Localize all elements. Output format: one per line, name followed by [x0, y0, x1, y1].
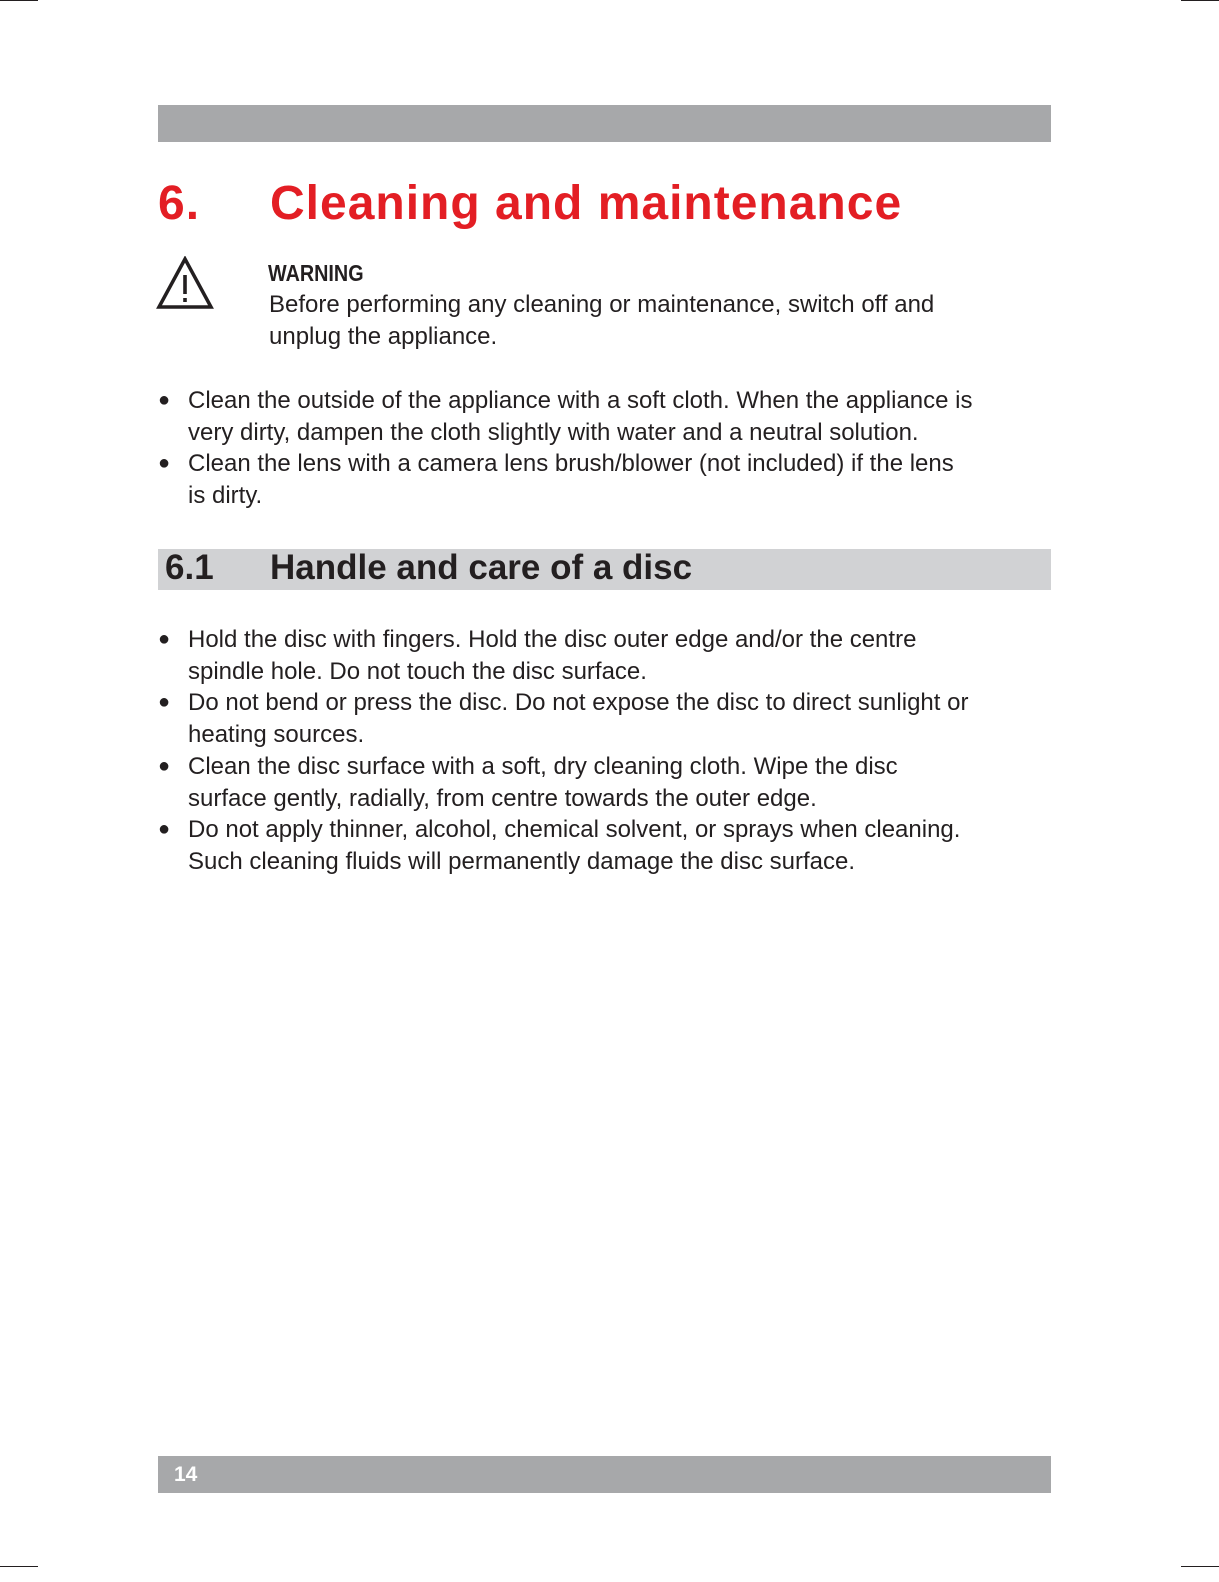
warning-text-line: Before performing any cleaning or maintenance, switch off and: [269, 291, 935, 318]
list-item: [158, 814, 1058, 877]
subsection-number: 6.1: [165, 548, 214, 587]
list-item-line: spindle hole. Do not touch the disc surface.: [188, 657, 647, 685]
footer-band: [158, 1456, 1051, 1493]
warning-text: [269, 289, 1029, 353]
list-item-line: Clean the outside of the appliance with a soft cloth. When the appliance is: [188, 387, 973, 414]
warning-label: WARNING: [268, 260, 364, 286]
list-item: [158, 687, 1058, 750]
list-item-line: Such cleaning fluids will permanently damage the disc surface.: [188, 847, 856, 875]
bullet-icon: ●: [158, 389, 171, 411]
bullet-icon: ●: [158, 628, 171, 650]
list-item-line: is dirty.: [188, 482, 263, 510]
list-item-line: Do not bend or press the disc. Do not expose the disc to direct sunlight or: [188, 689, 969, 717]
crop-mark-top-left: [0, 0, 38, 1]
bullet-icon: ●: [158, 818, 171, 841]
list-item: [158, 448, 1058, 511]
header-band: [158, 105, 1051, 142]
warning-text-line: unplug the appliance.: [269, 323, 498, 350]
list-item-line: Do not apply thinner, alcohol, chemical solvent, or sprays when cleaning.: [188, 816, 961, 844]
list-item-line: Clean the lens with a camera lens brush/blower (not included) if the lens: [188, 450, 954, 478]
list-item-line: Clean the disc surface with a soft, dry cleaning cloth. Wipe the disc: [188, 752, 898, 780]
bullet-icon: ●: [158, 691, 171, 714]
page-number: 14: [174, 1463, 198, 1486]
bullet-icon: ●: [158, 452, 171, 475]
bullet-icon: ●: [158, 754, 171, 777]
cleaning-bullet-list: [158, 385, 1058, 512]
section-title-text: Cleaning and maintenance: [270, 177, 903, 230]
list-item: [158, 624, 1058, 687]
list-item-line: surface gently, radially, from centre towards the outer edge.: [188, 784, 817, 812]
crop-mark-top-right: [1181, 0, 1219, 1]
list-item-line: heating sources.: [188, 721, 365, 749]
section-title: [158, 174, 902, 234]
section-number: 6.: [158, 177, 201, 230]
list-item: [158, 751, 1058, 814]
list-item-line: Hold the disc with fingers. Hold the disc outer edge and/or the centre: [188, 626, 917, 653]
crop-mark-bottom-left: [0, 1566, 38, 1567]
disc-bullet-list: [158, 624, 1058, 878]
subsection-title: [165, 546, 692, 590]
crop-mark-bottom-right: [1181, 1566, 1219, 1567]
subsection-title-text: Handle and care of a disc: [270, 548, 693, 587]
list-item: [158, 385, 1058, 448]
warning-triangle-icon: [156, 256, 214, 310]
list-item-line: very dirty, dampen the cloth slightly with water and a neutral solution.: [188, 418, 919, 446]
